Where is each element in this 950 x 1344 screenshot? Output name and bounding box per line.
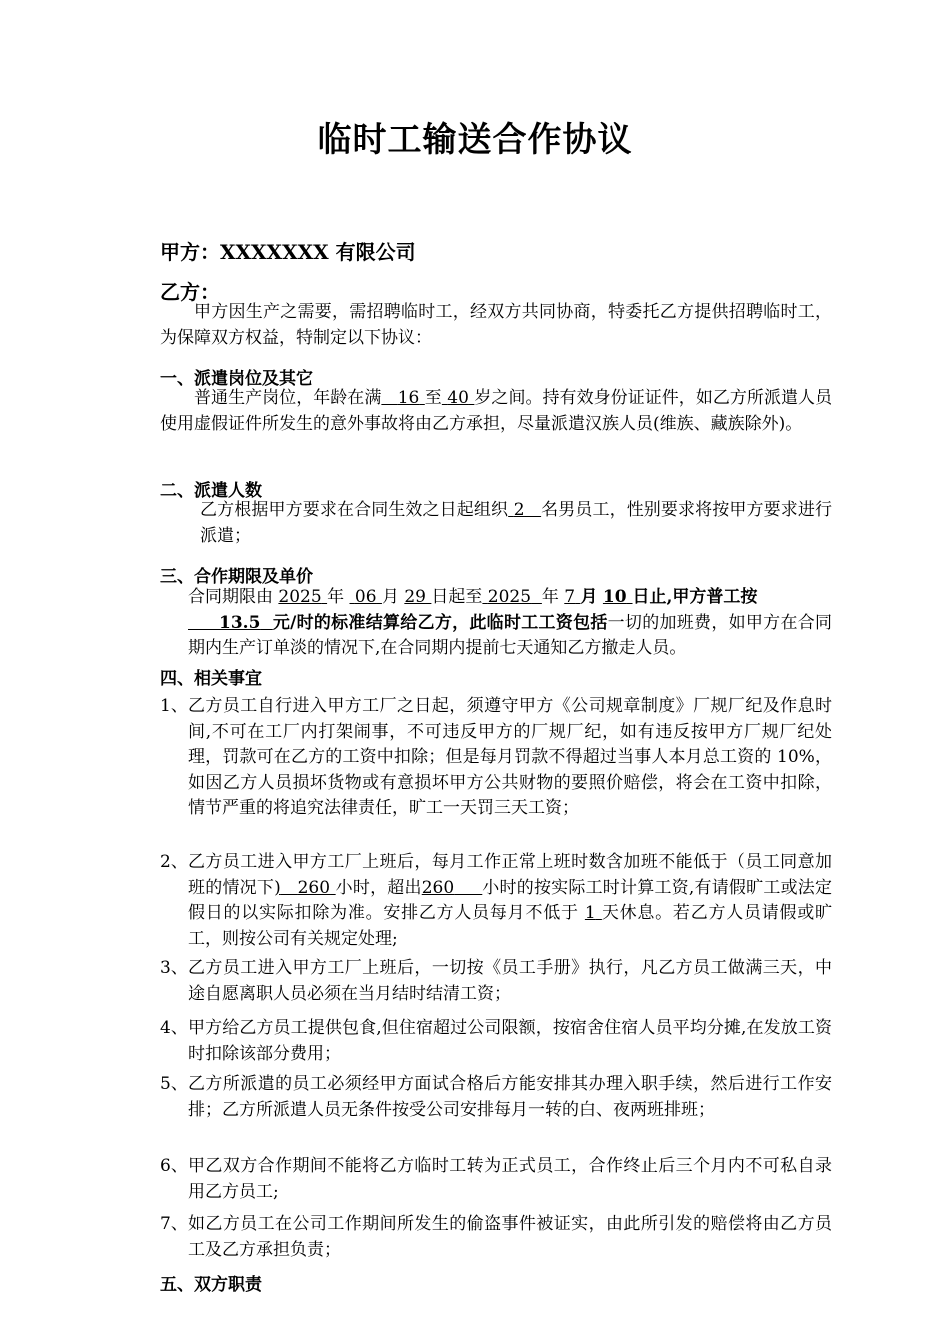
start-day — [404, 587, 431, 607]
text: 日起至 — [431, 587, 483, 607]
list-item — [160, 1072, 832, 1123]
party-a: 甲方：XXXXXXX 有限公司 — [160, 240, 416, 264]
min-hours — [274, 878, 336, 898]
hourly-rate-value: 13.5 — [219, 612, 261, 633]
age-min-value: 16 — [397, 388, 420, 408]
text: 普通生产岗位，年龄在满 — [194, 388, 382, 408]
worker-count-value: 2 — [513, 500, 525, 520]
age-max — [442, 388, 475, 408]
item-number: 7、 — [160, 1214, 188, 1234]
item-number: 3、 — [160, 958, 188, 978]
section-4-heading: 四、相关事宜 — [160, 669, 262, 689]
text: 乙方根据甲方要求在合同生效之日起组织 — [200, 500, 509, 520]
text: ) — [274, 877, 281, 898]
end-year — [482, 587, 541, 607]
text: 月 — [381, 587, 399, 607]
start-year-value: 2025 — [278, 587, 322, 607]
text: 元/时的标准结算给乙方，此临时工工资包括 — [272, 612, 608, 633]
age-min — [381, 388, 424, 408]
item-text: 乙方所派遣的员工必须经甲方面试合格后方能安排其办理入职手续，然后进行工作安排；乙方所派遣人员无条件按受公司安排每月一转的白、夜两班排班； — [188, 1074, 832, 1120]
list-item — [160, 850, 832, 952]
text: 合同期限由 — [188, 587, 273, 607]
item-text: 乙方员工进入甲方工厂上班后，每月工作正常上班时数含加班不能低于（员工同意加班的情况下 — [188, 852, 832, 898]
min-hours-value: 260 — [297, 877, 331, 898]
section-2-heading: 二、派遣人数 — [160, 481, 262, 501]
section-3-body — [160, 585, 832, 662]
text: 小时，超出 — [335, 877, 422, 898]
over-hours — [422, 878, 483, 898]
start-day-value: 29 — [404, 587, 426, 607]
text: 一切的加班费，如甲方在合同期内生产订单淡的情况下,在合同期内提前七天通知乙方撤走人员。 — [188, 612, 833, 658]
rest-days — [585, 903, 602, 923]
item-text: 甲乙双方合作期间不能将乙方临时工转为正式员工，合作终止后三个月内不可私自录用乙方员工; — [188, 1156, 832, 1202]
end-year-value: 2025 — [487, 587, 532, 607]
age-max-value: 40 — [447, 388, 469, 408]
text: 日止,甲方普工按 — [632, 587, 758, 607]
item-text: 乙方员工进入甲方工厂上班后，一切按《员工手册》执行，凡乙方员工做满三天，中途自愿离职人员必须在当月结时结清工资； — [188, 958, 832, 1004]
section-5-heading: 五、双方职责 — [160, 1275, 262, 1295]
text: 年 — [327, 587, 345, 607]
list-item — [160, 1212, 832, 1263]
document-title: 临时工输送合作协议 — [317, 120, 633, 160]
section-1-heading: 一、派遣岗位及其它 — [160, 369, 313, 389]
item-number: 6、 — [160, 1156, 188, 1176]
item-number: 4、 — [160, 1018, 188, 1038]
party-b: 乙方： — [160, 280, 220, 304]
item-number: 5、 — [160, 1074, 188, 1094]
section-2-body — [160, 498, 832, 549]
item-text: 乙方员工自行进入甲方工厂之日起，须遵守甲方《公司规章制度》厂规厂纪及作息时间,不可在工厂内打架闹事，不可违反甲方的厂规厂纪，如有违反按甲方厂规厂纪处理，罚款可在乙方的工资中扣除；但是每月罚款不得超过当事人本月总工资的 10%，如因乙方人员损坏货物或有意损坏甲方公共财物的要照价赔偿，将会在工资中扣除，情节严重的将追究法律责任，旷工一天罚三天工资； — [188, 696, 832, 818]
rest-days-value: 1 — [584, 903, 596, 923]
end-day-value: 10 — [602, 587, 627, 607]
section-1-body — [160, 386, 832, 437]
item-text: 甲方给乙方员工提供包食,但住宿超过公司限额，按宿舍住宿人员平均分摊,在发放工资时扣除该部分费用； — [188, 1018, 832, 1064]
end-month-value: 7 — [564, 587, 576, 607]
intro-paragraph: 甲方因生产之需要，需招聘临时工，经双方共同协商，特委托乙方提供招聘临时工，为保障双方权益，特制定以下协议： — [160, 302, 832, 348]
end-day — [603, 587, 633, 607]
list-item — [160, 1016, 832, 1067]
start-month-value: 06 — [354, 587, 377, 607]
text: 年 — [541, 587, 559, 607]
worker-count — [508, 500, 541, 520]
text: 月 — [580, 587, 598, 607]
text: 至 — [424, 388, 442, 408]
text: 名男员工，性别要求将按甲方要求进行派遣； — [200, 500, 833, 546]
end-month — [564, 587, 580, 607]
start-year — [278, 587, 327, 607]
item-text: 如乙方员工在公司工作期间所发生的偷盗事件被证实，由此所引发的赔偿将由乙方员工及乙方承担负责； — [188, 1214, 832, 1260]
start-month — [349, 587, 381, 607]
item-number: 1、 — [160, 696, 188, 716]
list-item — [160, 956, 832, 1007]
list-item — [160, 694, 832, 822]
text: 岁之间。持有效身份证证件，如乙方所派遣人员使用虚假证件所发生的意外事故将由乙方承担，尽量派遣汉族人员(维族、藏族除外)。 — [160, 388, 833, 434]
hourly-rate — [188, 613, 273, 633]
text: 小时的按实际工时计算工资,有请假旷工或法定假日的以实际扣除为准。安排乙方人员每月不低于 — [188, 877, 833, 923]
text: 天休息。若乙方人员请假或旷工，则按公司有关规定处理; — [188, 903, 833, 949]
section-3-heading: 三、合作期限及单价 — [160, 567, 313, 587]
list-item — [160, 1154, 832, 1205]
over-hours-value: 260 — [421, 877, 455, 898]
item-number: 2、 — [160, 852, 188, 872]
